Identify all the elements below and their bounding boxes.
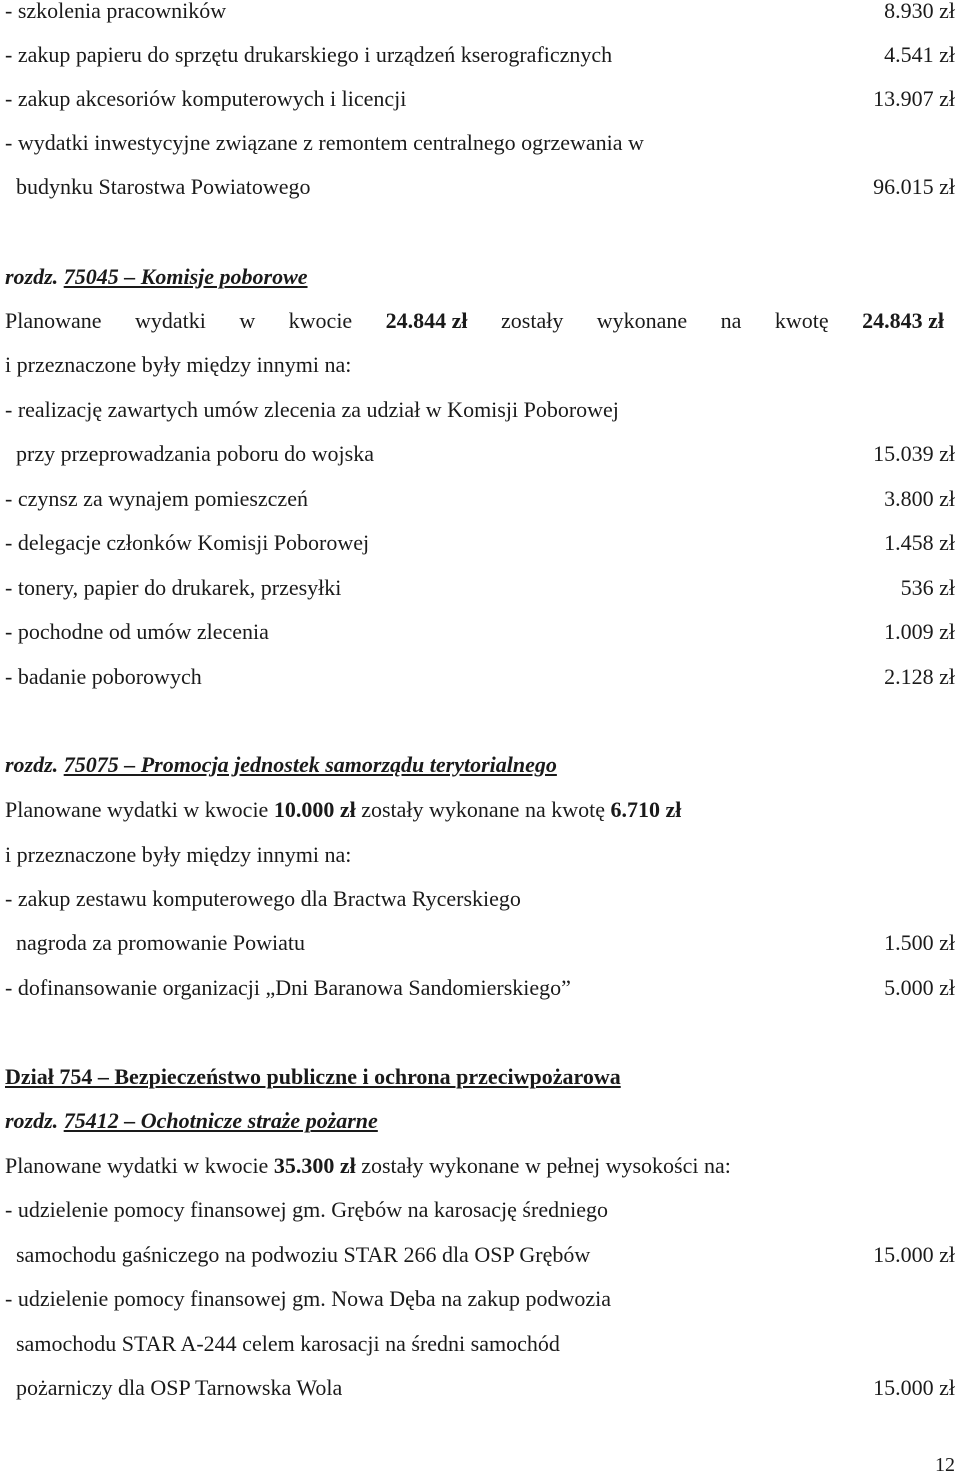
section-prefix: rozdz. (5, 1108, 64, 1133)
item-text: - zakup zestawu komputerowego dla Bractwa Rycerskiego (5, 886, 521, 911)
list-item (5, 617, 955, 647)
planned-amount: 35.300 zł (273, 1153, 356, 1178)
section-heading-75412 (5, 1106, 955, 1136)
item-text: nagroda za promowanie Powiatu (16, 930, 305, 955)
list-item (5, 84, 955, 114)
item-text: pożarniczy dla OSP Tarnowska Wola (16, 1375, 343, 1400)
item-text: - wydatki inwestycyjne związane z remontem centralnego ogrzewania w (5, 130, 644, 155)
item-amount: 13.907 zł (873, 86, 955, 111)
item-amount: 4.541 zł (884, 42, 955, 67)
item-text: - dofinansowanie organizacji „Dni Baranowa Sandomierskiego” (5, 975, 571, 1000)
word: wykonane (596, 308, 688, 333)
list-item (5, 395, 955, 425)
item-text: - tonery, papier do drukarek, przesyłki (5, 575, 342, 600)
intro-label: i przeznaczone były między innymi na: (5, 842, 352, 867)
item-amount: 5.000 zł (884, 975, 955, 1000)
section-heading-75045 (5, 262, 955, 292)
word: Planowane (5, 308, 102, 333)
list-item (5, 662, 955, 692)
planned-spending-75075 (5, 795, 955, 825)
item-text: - zakup papieru do sprzętu drukarskiego i urządzeń kserograficznych (5, 42, 613, 67)
executed-amount: 24.843 zł (862, 308, 944, 333)
planned-amount: 10.000 zł (273, 797, 356, 822)
page-number: 12 (935, 1454, 955, 1476)
executed-amount: 6.710 zł (610, 797, 682, 822)
item-amount: 1.458 zł (884, 530, 955, 555)
item-text: - badanie poborowych (5, 664, 202, 689)
planned-text: zostały wykonane na kwotę (355, 797, 611, 822)
item-amount: 15.000 zł (873, 1242, 955, 1267)
list-item (5, 40, 955, 70)
item-text: samochodu gaśniczego na podwoziu STAR 266 dla OSP Grębów (16, 1242, 591, 1267)
dzial-heading (5, 1062, 955, 1092)
dzial-title: Dział 754 – Bezpieczeństwo publiczne i ochrona przeciwpożarowa (5, 1064, 621, 1089)
list-item (16, 1240, 955, 1270)
list-item (5, 0, 955, 26)
intro-text (5, 840, 955, 870)
item-text: - czynsz za wynajem pomieszczeń (5, 486, 308, 511)
section-title: 75075 – Promocja jednostek samorządu terytorialnego (63, 752, 557, 777)
list-item (16, 928, 955, 958)
item-text: - udzielenie pomocy finansowej gm. Grębów na karosację średniego (5, 1197, 608, 1222)
planned-spending-75412 (5, 1151, 955, 1181)
item-text: - udzielenie pomocy finansowej gm. Nowa Dęba na zakup podwozia (5, 1286, 612, 1311)
item-amount: 536 zł (900, 575, 955, 600)
item-amount: 3.800 zł (884, 486, 955, 511)
item-amount: 1.500 zł (884, 930, 955, 955)
item-text: - realizację zawartych umów zlecenia za udział w Komisji Poborowej (5, 397, 619, 422)
item-text: samochodu STAR A-244 celem karosacji na średni samochód (16, 1331, 560, 1356)
item-text: przy przeprowadzania poboru do wojska (16, 441, 374, 466)
item-text: - zakup akcesoriów komputerowych i licencji (5, 86, 407, 111)
list-item (16, 439, 955, 469)
word: kwocie (288, 308, 353, 333)
item-text: - szkolenia pracowników (5, 0, 227, 23)
list-item (5, 128, 955, 158)
word: wydatki (134, 308, 206, 333)
item-amount: 15.000 zł (873, 1375, 955, 1400)
planned-text: Planowane wydatki w kwocie (5, 797, 274, 822)
item-amount: 96.015 zł (873, 174, 955, 199)
list-item (5, 884, 955, 914)
word: w (239, 308, 256, 333)
list-item (5, 528, 955, 558)
list-item (16, 172, 955, 202)
item-text: - pochodne od umów zlecenia (5, 619, 269, 644)
section-title: 75412 – Ochotnicze straże pożarne (63, 1108, 378, 1133)
planned-text: zostały wykonane w pełnej wysokości na: (355, 1153, 731, 1178)
item-amount: 8.930 zł (884, 0, 955, 23)
intro-text (5, 350, 955, 380)
section-title: 75045 – Komisje poborowe (63, 264, 308, 289)
word: na (720, 308, 742, 333)
list-item (5, 1195, 955, 1225)
word: zostały (501, 308, 564, 333)
list-item (5, 484, 955, 514)
intro-label: i przeznaczone były między innymi na: (5, 352, 352, 377)
list-item (16, 1373, 955, 1403)
item-text: - delegacje członków Komisji Poborowej (5, 530, 370, 555)
planned-spending-75045 (5, 306, 944, 336)
planned-text: Planowane wydatki w kwocie (5, 1153, 274, 1178)
section-prefix: rozdz. (5, 264, 64, 289)
list-item (16, 1329, 955, 1359)
item-amount: 2.128 zł (884, 664, 955, 689)
section-prefix: rozdz. (5, 752, 64, 777)
section-heading-75075 (5, 750, 955, 780)
list-item (5, 973, 955, 1003)
list-item (5, 1284, 955, 1314)
planned-amount: 24.844 zł (385, 308, 468, 333)
item-text: budynku Starostwa Powiatowego (16, 174, 311, 199)
word: kwotę (774, 308, 829, 333)
item-amount: 1.009 zł (884, 619, 955, 644)
list-item (5, 573, 955, 603)
item-amount: 15.039 zł (873, 441, 955, 466)
